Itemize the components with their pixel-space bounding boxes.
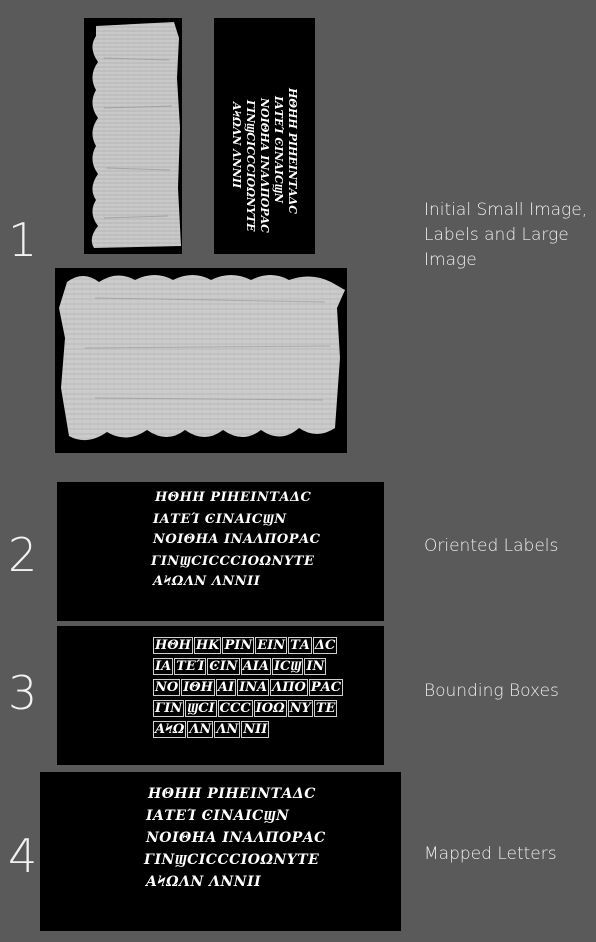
bounding-box: ΡΙΝ [224,638,253,653]
label-line: ΙΑΤΕΊ ϾΙΝΑΙϹϢΝ [272,96,285,204]
bbox-line [153,634,338,654]
mapped-letters-image [40,772,401,931]
bounding-box: ΗΘΗ [155,638,191,653]
label-line: ΓΙΝϢϹΙϹϹϹΙΟΩΝΥΤΕ [144,852,320,868]
label-line: ΝΟΙΘΗΑ ΙΝΑΛΠΟΡΑϹ [146,830,326,846]
step-caption-1 [424,198,587,273]
large-papyrus-image [55,268,347,453]
bounding-box: ΤΕΊ [176,659,205,674]
label-line: ΑϞΩΛΝ ΛΝΝΙΙ [230,102,243,189]
bounding-box-lines [153,634,383,759]
bounding-box: ΑϞΩ [155,722,185,737]
bounding-box: ΓΙΝ [155,701,183,716]
bounding-box: ΝΥ [289,701,311,716]
step-number-4: 4 [8,829,38,883]
label-line: ΗΘΗΗ ΡΙΗΕΙΝΤΑΔϹ [286,88,299,214]
label-line: ΑϞΩΛΝ ΛΝΝΙΙ [153,574,261,589]
label-line: ΓΙΝϢϹΙϹϹϹΙΟΩΝΥΤΕ [244,100,257,232]
label-line: ΑϞΩΛΝ ΛΝΝΙΙ [146,874,262,890]
caption-line: Mapped Letters [424,844,557,864]
bounding-box: ΤΑ [290,638,310,653]
step-caption-4 [424,842,557,867]
bbox-line [153,718,270,738]
bounding-box: ΙΝΑ [239,680,268,695]
step-number-2: 2 [8,528,38,582]
bounding-box: ΝΙΙ [243,722,268,737]
bounding-box: ϾΙΝ [209,659,238,674]
label-line: ΗΘΗΗ ΡΙΗΕΙΝΤΑΔϹ [148,786,316,802]
bounding-box: ΙϹϢ [273,659,302,674]
step-number-3: 3 [8,666,38,720]
bounding-box: ΑΙΑ [242,659,269,674]
label-line: ΙΑΤΕΊ ϾΙΝΑΙϹϢΝ [146,808,290,824]
bbox-line [153,676,344,696]
label-line: ΓΙΝϢϹΙϹϹϹΙΟΩΝΥΤΕ [151,554,315,569]
oriented-labels-image [57,482,384,621]
caption-line: Bounding Boxes [424,681,559,701]
step-number-1: 1 [8,213,38,267]
small-papyrus-image [84,18,182,254]
bounding-box: ΝΟ [155,680,179,695]
bounding-box: ΤΕ [315,701,336,716]
bounding-box: ΙΘΗ [183,680,213,695]
bounding-boxes-image [57,626,384,765]
bounding-box: ΙΑ [155,659,172,674]
bounding-box: ΛΝ [189,722,212,737]
label-line: ΝΟΙΘΗΑ ΙΝΑΛΠΟΡΑϹ [153,532,321,547]
bounding-box: ΔϹ [314,638,336,653]
label-line: ΙΑΤΕΊ ϾΙΝΑΙϹϢΝ [153,512,287,527]
caption-line: Initial Small Image, [424,200,588,220]
caption-line: Labels and Large [424,225,569,245]
bounding-box: ΛΠΟ [272,680,306,695]
bounding-box: ΗΚ [195,638,220,653]
labels-image [214,18,315,254]
bounding-box: ΙΟΩ [255,701,285,716]
bbox-line [153,655,327,675]
bounding-box: ϢϹΙ [187,701,215,716]
bounding-box: ΑΙ [217,680,235,695]
caption-line: Image [424,250,477,270]
step-caption-3 [424,679,559,704]
bounding-box: ϹϹϹ [219,701,251,716]
bounding-box: ΙΝ [306,659,325,674]
step-caption-2 [424,534,558,559]
caption-line: Oriented Labels [424,536,559,556]
bounding-box: ΛΝ [216,722,239,737]
small-papyrus-fragment [84,18,182,254]
label-line: ΗΘΗΗ ΡΙΗΕΙΝΤΑΔϹ [155,490,312,505]
label-line: ΝΟΙΘΗΑ ΙΝΑΛΠΟΡΑϹ [258,98,271,233]
bounding-box: ΕΙΝ [257,638,286,653]
bbox-line [153,697,338,717]
large-papyrus-fragment [55,268,347,453]
bounding-box: ΡΑϹ [310,680,342,695]
